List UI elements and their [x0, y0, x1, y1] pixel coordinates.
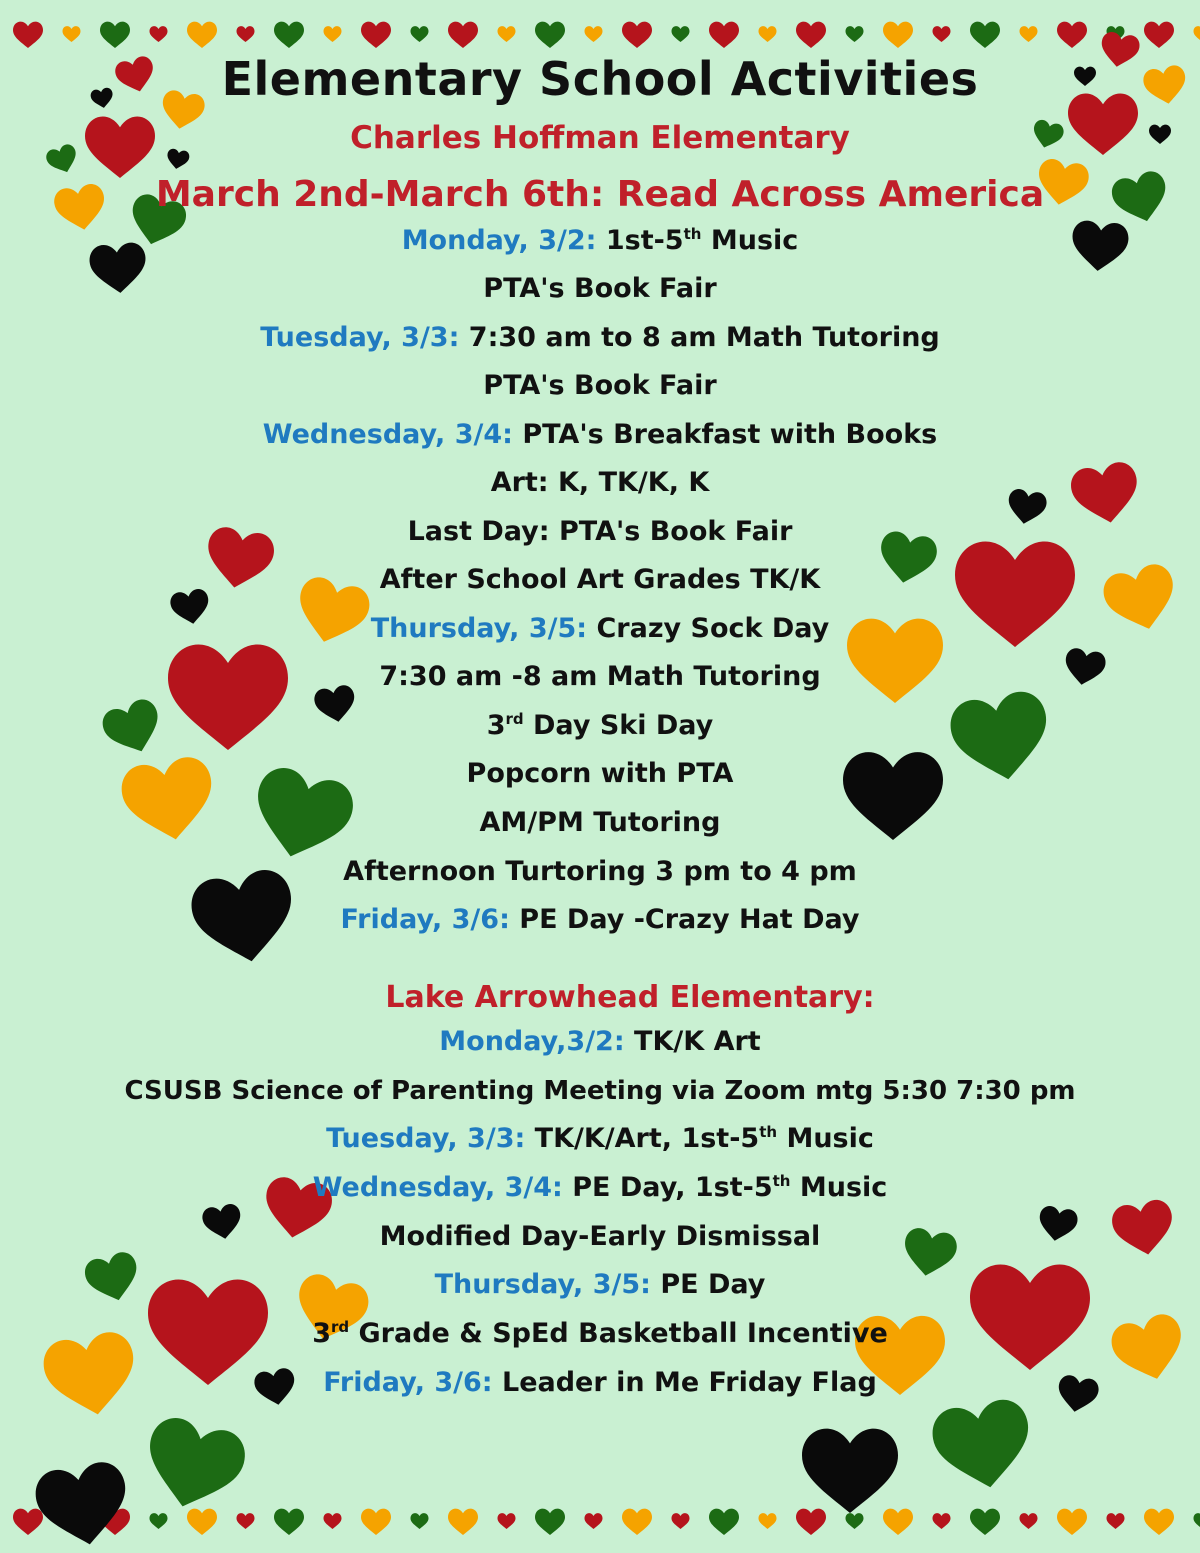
- heart-icon: [411, 1513, 429, 1529]
- heart-icon: [928, 1396, 1037, 1496]
- day-label: Friday, 3/6:: [340, 904, 510, 935]
- heart-icon: [1144, 22, 1174, 48]
- hoffman-thursday-event: Popcorn with PTA: [466, 758, 734, 789]
- heart-icon: [622, 1509, 652, 1535]
- heart-icon: [63, 26, 81, 42]
- heart-icon: [970, 1509, 1000, 1535]
- hoffman-monday-line: Monday, 3/2: 1st-5th Music: [401, 225, 799, 256]
- heart-icon: [237, 26, 255, 42]
- hoffman-friday-line: Friday, 3/6: PE Day -Crazy Hat Day: [340, 904, 860, 935]
- day-label: Tuesday, 3/3:: [326, 1123, 526, 1154]
- heart-icon: [846, 1513, 864, 1529]
- heart-icon: [100, 22, 130, 48]
- heart-icon: [759, 26, 777, 42]
- arrowhead-wednesday-event: Modified Day-Early Dismissal: [379, 1221, 821, 1252]
- arrowhead-thursday-line: Thursday, 3/5: PE Day: [434, 1269, 766, 1300]
- heart-icon: [1057, 22, 1087, 48]
- arrowhead-thursday-event: 3rd Grade & SpEd Basketball Incentive: [312, 1318, 888, 1349]
- heart-icon: [136, 1412, 251, 1518]
- hoffman-tuesday-line: Tuesday, 3/3: 7:30 am to 8 am Math Tutoring: [260, 322, 940, 353]
- school-name-hoffman: Charles Hoffman Elementary: [350, 120, 850, 156]
- hoffman-monday-event: PTA's Book Fair: [483, 273, 717, 304]
- heart-icon: [150, 1513, 168, 1529]
- heart-icon: [709, 22, 739, 48]
- heart-icon: [535, 22, 565, 48]
- heart-icon: [672, 26, 690, 42]
- heart-icon: [324, 26, 342, 42]
- heart-icon: [759, 1513, 777, 1529]
- heart-icon: [1107, 1513, 1125, 1529]
- heart-icon: [846, 26, 864, 42]
- heart-icon: [13, 22, 43, 48]
- week-theme: March 2nd-March 6th: Read Across America: [155, 174, 1045, 215]
- heart-icon: [622, 22, 652, 48]
- arrowhead-friday-line: Friday, 3/6: Leader in Me Friday Flag: [323, 1367, 877, 1398]
- heart-icon: [1194, 26, 1200, 42]
- heart-icon: [498, 26, 516, 42]
- heart-icon: [1144, 1509, 1174, 1535]
- day-label: Monday,3/2:: [439, 1026, 625, 1057]
- heart-icon: [237, 1513, 255, 1529]
- hoffman-thursday-event: 7:30 am -8 am Math Tutoring: [379, 661, 821, 692]
- heart-icon: [535, 1509, 565, 1535]
- day-label: Thursday, 3/5:: [370, 613, 588, 644]
- day-label: Tuesday, 3/3:: [260, 322, 460, 353]
- arrowhead-monday-line: Monday,3/2: TK/K Art: [439, 1026, 761, 1057]
- heart-icon: [187, 1509, 217, 1535]
- heart-icon: [802, 1429, 898, 1513]
- heart-icon: [361, 1509, 391, 1535]
- heart-icon: [585, 26, 603, 42]
- heart-icon: [448, 1509, 478, 1535]
- day-label: Friday, 3/6:: [323, 1367, 493, 1398]
- heart-icon: [1057, 1509, 1087, 1535]
- arrowhead-monday-event: CSUSB Science of Parenting Meeting via Zoom mtg 5:30 7:30 pm: [124, 1076, 1076, 1106]
- heart-icon: [1020, 1513, 1038, 1529]
- heart-icon: [187, 22, 217, 48]
- arrowhead-tuesday-line: Tuesday, 3/3: TK/K/Art, 1st-5th Music: [326, 1123, 874, 1154]
- hoffman-wednesday-event: Art: K, TK/K, K: [490, 467, 710, 498]
- day-label: Thursday, 3/5:: [434, 1269, 651, 1300]
- heart-icon: [796, 1509, 826, 1535]
- day-label: Wednesday, 3/4:: [312, 1172, 563, 1203]
- hoffman-wednesday-event: After School Art Grades TK/K: [379, 564, 821, 595]
- heart-icon: [274, 22, 304, 48]
- hoffman-wednesday-line: Wednesday, 3/4: PTA's Breakfast with Books: [262, 419, 938, 450]
- heart-icon: [13, 1509, 43, 1535]
- heart-icon: [933, 1513, 951, 1529]
- hoffman-tuesday-event: PTA's Book Fair: [483, 370, 717, 401]
- page-title: Elementary School Activities: [221, 52, 979, 106]
- arrowhead-wednesday-line: Wednesday, 3/4: PE Day, 1st-5th Music: [312, 1172, 888, 1203]
- heart-icon: [411, 26, 429, 42]
- school-name-arrowhead: Lake Arrowhead Elementary:: [385, 980, 875, 1015]
- heart-icon: [883, 22, 913, 48]
- heart-icon: [324, 1513, 342, 1529]
- heart-icon: [498, 1513, 516, 1529]
- heart-icon: [709, 1509, 739, 1535]
- hoffman-wednesday-event: Last Day: PTA's Book Fair: [407, 516, 793, 547]
- hoffman-thursday-event: Afternoon Turtoring 3 pm to 4 pm: [343, 856, 857, 887]
- heart-icon: [150, 26, 168, 42]
- day-label: Wednesday, 3/4:: [262, 419, 513, 450]
- heart-icon: [274, 1509, 304, 1535]
- heart-icon: [883, 1509, 913, 1535]
- hoffman-thursday-line: Thursday, 3/5: Crazy Sock Day: [370, 613, 830, 644]
- heart-icon: [1020, 26, 1038, 42]
- heart-icon: [448, 22, 478, 48]
- heart-icon: [672, 1513, 690, 1529]
- heart-icon: [796, 22, 826, 48]
- heart-icon: [361, 22, 391, 48]
- hoffman-thursday-event: AM/PM Tutoring: [479, 807, 721, 838]
- heart-icon: [1194, 1513, 1200, 1529]
- hoffman-thursday-event: 3rd Day Ski Day: [486, 710, 714, 741]
- heart-icon: [585, 1513, 603, 1529]
- day-label: Monday, 3/2:: [401, 225, 597, 256]
- heart-icon: [933, 26, 951, 42]
- heart-icon: [32, 1459, 134, 1553]
- heart-icon: [970, 22, 1000, 48]
